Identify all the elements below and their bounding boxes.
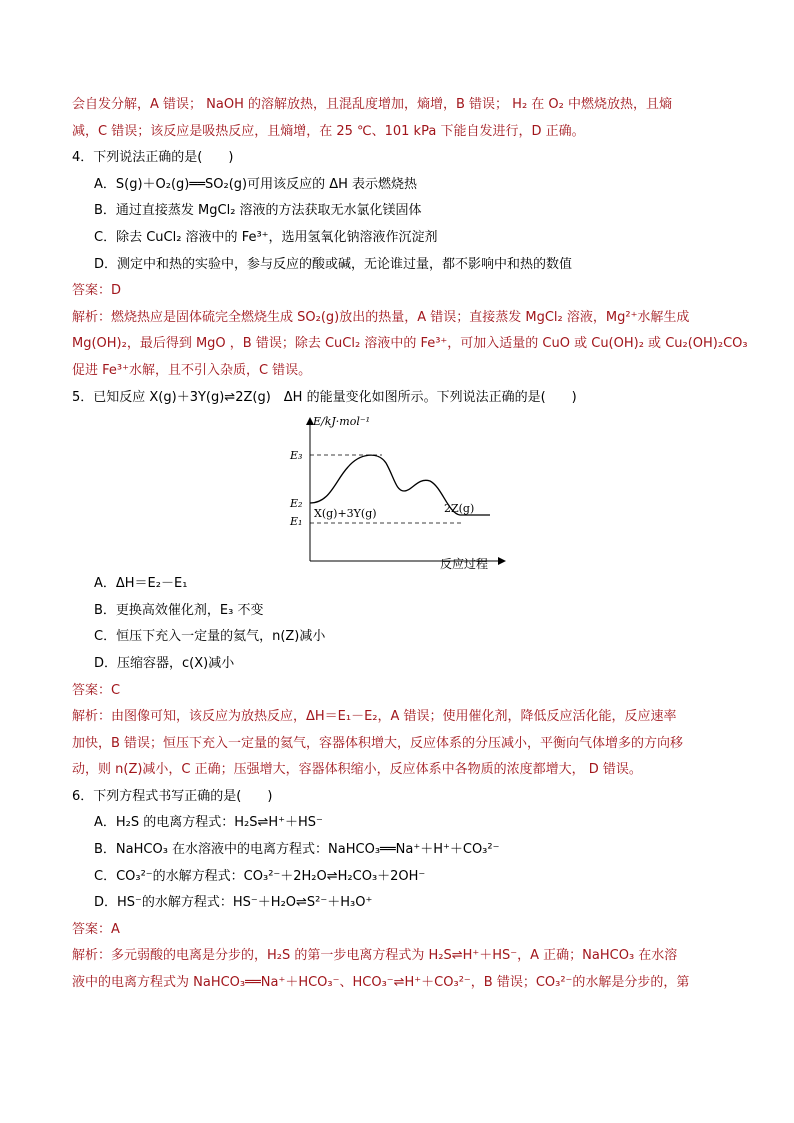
question-5-option-c: C．恒压下充入一定量的氦气，n(Z)减小	[94, 629, 326, 645]
question-5-explanation: 加快，B 错误；恒压下充入一定量的氦气，容器体积增大，反应体系的分压减小，平衡向气体增多的方向移	[72, 735, 684, 751]
e2-label: E₂	[290, 497, 303, 511]
question-6-option-a: A．H₂S 的电离方程式：H₂S⇌H⁺＋HS⁻	[94, 815, 323, 831]
question-4-explanation: Mg(OH)₂，最后得到 MgO ，B 错误；除去 CuCl₂ 溶液中的 Fe³⁺，可加入适量的 CuO 或 Cu(OH)₂ 或 Cu₂(OH)₂CO₃	[72, 336, 748, 352]
x-axis-label: 反应过程	[440, 557, 489, 572]
question-5-explanation: 动，则 n(Z)减小，C 正确；压强增大，容器体积缩小，反应体系中各物质的浓度都增大， D 错误。	[72, 762, 642, 778]
y-axis-label: E/kJ·mol⁻¹	[313, 415, 371, 429]
question-6-stem: 6．下列方程式书写正确的是( )	[72, 788, 273, 804]
question-6-option-b: B．NaHCO₃ 在水溶液中的电离方程式：NaHCO₃══Na⁺＋H⁺＋CO₃²⁻	[94, 842, 500, 858]
question-5-option-a: A．ΔH＝E₂－E₁	[94, 576, 188, 592]
question-6-explanation: 解析：多元弱酸的电离是分步的，H₂S 的第一步电离方程式为 H₂S⇌H⁺＋HS⁻，A 正确；NaHCO₃ 在水溶	[72, 948, 678, 964]
products-label: 2Z(g)	[444, 502, 475, 516]
question-5-answer: 答案：C	[72, 682, 121, 698]
energy-diagram	[72, 411, 722, 571]
question-5-option-d: D．压缩容器，c(X)减小	[94, 655, 235, 671]
question-6-option-d: D．HS⁻的水解方程式：HS⁻＋H₂O⇌S²⁻＋H₃O⁺	[94, 895, 373, 911]
question-6-explanation: 液中的电离方程式为 NaHCO₃══Na⁺＋HCO₃⁻、HCO₃⁻⇌H⁺＋CO₃²⁻，B 错误；CO₃²⁻的水解是分步的，第	[72, 975, 690, 991]
question-6-answer: 答案：A	[72, 921, 120, 937]
e3-label: E₃	[290, 449, 303, 463]
explanation-line: 会自发分解，A 错误； NaOH 的溶解放热，且混乱度增加，熵增，B 错误； H₂ 在 O₂ 中燃烧放热，且熵	[72, 97, 673, 112]
question-4-answer: 答案：D	[72, 283, 122, 299]
question-4-option-c: C．除去 CuCl₂ 溶液中的 Fe³⁺，选用氢氧化钠溶液作沉淀剂	[94, 229, 438, 245]
energy-diagram-svg	[280, 411, 510, 571]
question-4-explanation: 促进 Fe³⁺水解，且不引入杂质，C 错误。	[72, 362, 312, 378]
question-4-stem: 4．下列说法正确的是( )	[72, 150, 234, 166]
question-6-option-c: C．CO₃²⁻的水解方程式：CO₃²⁻＋2H₂O⇌H₂CO₃＋2OH⁻	[94, 868, 426, 884]
explanation-line: 减，C 错误；该反应是吸热反应，且熵增，在 25 ℃、101 kPa 下能自发进行，D 正确。	[72, 123, 585, 139]
question-4-option-d: D．测定中和热的实验中，参与反应的酸或碱，无论谁过量，都不影响中和热的数值	[94, 256, 573, 272]
question-5-option-b: B．更换高效催化剂，E₃ 不变	[94, 602, 264, 618]
question-4-option-a: A．S(g)＋O₂(g)══SO₂(g)可用该反应的 ΔH 表示燃烧热	[94, 176, 418, 192]
reactants-label: X(g)+3Y(g)	[314, 507, 377, 521]
e1-label: E₁	[290, 515, 303, 529]
question-5-explanation: 解析：由图像可知，该反应为放热反应，ΔH＝E₁－E₂，A 错误；使用催化剂，降低反应活化能，反应速率	[72, 709, 677, 725]
question-5-stem: 5．已知反应 X(g)＋3Y(g)⇌2Z(g) ΔH 的能量变化如图所示。下列说法正确的是( )	[72, 389, 577, 405]
question-4-option-b: B．通过直接蒸发 MgCl₂ 溶液的方法获取无水氯化镁固体	[94, 203, 422, 219]
document-page	[72, 92, 748, 997]
question-4-explanation: 解析：燃烧热应是固体硫完全燃烧生成 SO₂(g)放出的热量，A 错误；直接蒸发 MgCl₂ 溶液，Mg²⁺水解生成	[72, 309, 690, 325]
